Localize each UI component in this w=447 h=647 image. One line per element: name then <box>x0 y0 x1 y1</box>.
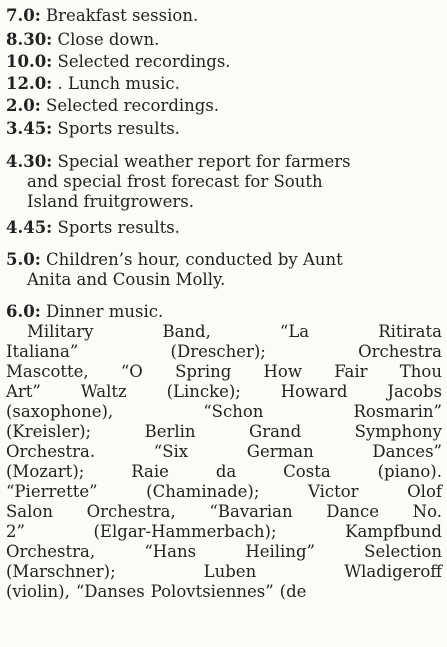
word: Orchestra, <box>6 542 96 561</box>
word: Raie <box>131 462 169 481</box>
entry-time: 4.30: <box>6 152 53 171</box>
schedule-entry-0345 <box>6 119 442 139</box>
word: “Six <box>153 442 189 461</box>
word: “Hans <box>144 542 197 561</box>
word: Howard <box>280 382 348 401</box>
word: Thou <box>399 362 442 381</box>
word: German <box>246 442 314 461</box>
entry-time: 7.0: <box>6 6 41 25</box>
entry-text: Selected recordings. <box>46 96 220 115</box>
entry-text: Breakfast session. <box>46 6 199 25</box>
word: Orchestra. <box>6 442 96 461</box>
word: “Bavarian <box>209 502 293 521</box>
word: (Chaminade); <box>146 482 260 501</box>
word: (Marschner); <box>6 562 116 581</box>
word: Olof <box>407 482 442 501</box>
word: (piano). <box>377 462 442 481</box>
dinner-music-line <box>6 442 442 462</box>
word: Costa <box>283 462 331 481</box>
word: Symphony <box>354 422 442 441</box>
schedule-entry-0500 <box>6 250 442 290</box>
word: Waltz <box>80 382 127 401</box>
dinner-music-line <box>6 402 442 422</box>
dinner-music-line <box>6 362 442 382</box>
entry-text: Close down. <box>57 30 160 49</box>
word: da <box>215 462 237 481</box>
word: Wladigeroff <box>344 562 442 581</box>
word: (Kreisler); <box>6 422 92 441</box>
entry-time: 5.0: <box>6 250 41 269</box>
word: Victor <box>307 482 359 501</box>
word: Luben <box>203 562 257 581</box>
entry-time: 8.30: <box>6 30 53 49</box>
word: “La <box>279 322 310 341</box>
schedule-entry-0200 <box>6 96 442 116</box>
word: (Drescher); <box>170 342 266 361</box>
dinner-music-line <box>6 522 442 542</box>
word: (saxophone), <box>6 402 114 421</box>
word: Band, <box>162 322 211 341</box>
dinner-music-line <box>6 582 442 602</box>
entry-time: 10.0: <box>6 52 53 71</box>
schedule-entry-0445 <box>6 218 442 238</box>
schedule-entry-1000 <box>6 52 442 72</box>
word: No. <box>412 502 442 521</box>
word: Selection <box>364 542 442 561</box>
word: (Elgar-Hammerbach); <box>93 522 277 541</box>
word: (de <box>279 582 307 601</box>
word: Jacobs <box>387 382 442 401</box>
entry-text: Sports results. <box>57 119 180 138</box>
word: Art” <box>6 382 41 401</box>
entry-text: Children’s hour, conducted by Aunt <box>46 250 343 269</box>
entry-time: 6.0: <box>6 302 41 321</box>
dinner-music-line <box>6 562 442 582</box>
schedule-entry-0430 <box>6 152 442 212</box>
word: Military <box>27 322 94 341</box>
schedule-entry-0600 <box>6 302 442 322</box>
word: Kampfbund <box>345 522 442 541</box>
word: “Danses <box>75 582 145 601</box>
entry-text: Selected recordings. <box>57 52 231 71</box>
dinner-music-line <box>6 382 442 402</box>
schedule-entry-1200 <box>6 74 442 94</box>
dinner-music-line <box>6 322 442 342</box>
word: Rosmarin” <box>353 402 442 421</box>
word: Berlin <box>144 422 196 441</box>
word: (Lincke); <box>166 382 241 401</box>
entry-continuation: Anita and Cousin Molly. <box>27 270 226 289</box>
word: Dance <box>326 502 379 521</box>
word: “Pierrette” <box>6 482 98 501</box>
entry-time: 3.45: <box>6 119 53 138</box>
word: Fair <box>334 362 368 381</box>
word: Polovtsiennes” <box>150 582 274 601</box>
entry-continuation: Island fruitgrowers. <box>27 192 194 211</box>
entry-time: 4.45: <box>6 218 53 237</box>
word: Salon <box>6 502 53 521</box>
word: “Schon <box>203 402 264 421</box>
word: Dances” <box>372 442 442 461</box>
word: 2” <box>6 522 25 541</box>
entry-time: 12.0: <box>6 74 53 93</box>
entry-text: Sports results. <box>57 218 180 237</box>
entry-text: Special weather report for farmers <box>57 152 351 171</box>
dinner-music-line <box>6 482 442 502</box>
dinner-music-line <box>6 342 442 362</box>
dinner-music-programme <box>6 322 442 602</box>
schedule-entry-0700 <box>6 6 442 26</box>
word: Italiana” <box>6 342 79 361</box>
dinner-music-line <box>6 542 442 562</box>
word: Orchestra, <box>86 502 176 521</box>
word: Heiling” <box>245 542 315 561</box>
dinner-music-line <box>6 422 442 442</box>
entry-text: . Lunch music. <box>57 74 180 93</box>
word: How <box>263 362 302 381</box>
word: Ritirata <box>378 322 442 341</box>
word: Mascotte, <box>6 362 89 381</box>
word: Orchestra <box>358 342 442 361</box>
word: (violin), <box>6 582 70 601</box>
schedule-entry-0830 <box>6 30 442 50</box>
dinner-music-line <box>6 502 442 522</box>
entry-time: 2.0: <box>6 96 41 115</box>
dinner-music-line <box>6 462 442 482</box>
entry-continuation: and special frost forecast for South <box>27 172 323 191</box>
word: Spring <box>175 362 232 381</box>
word: (Mozart); <box>6 462 85 481</box>
word: “O <box>120 362 143 381</box>
entry-text: Dinner music. <box>46 302 164 321</box>
word: Grand <box>249 422 302 441</box>
